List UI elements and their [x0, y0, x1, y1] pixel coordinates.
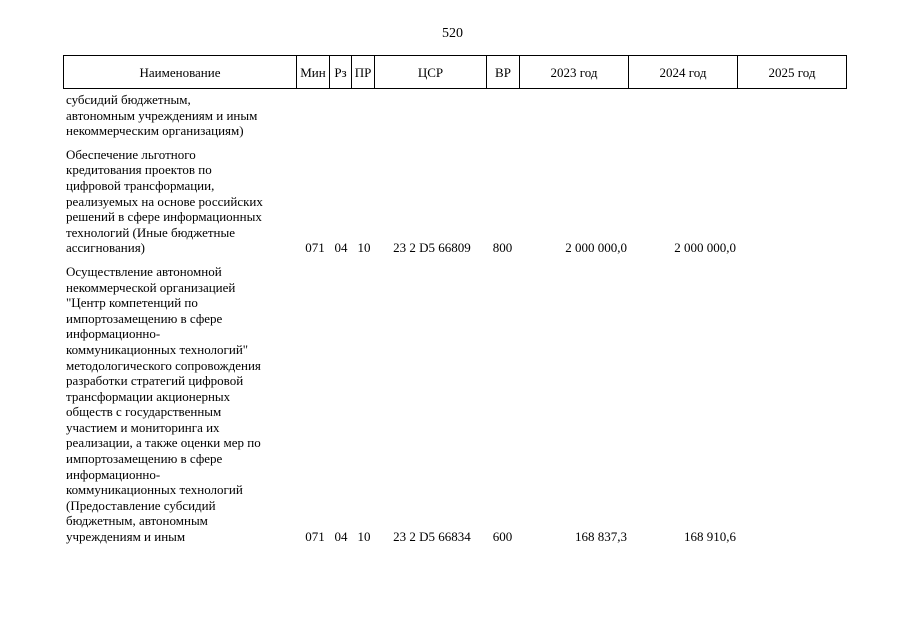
name-line: бюджетным, автономным	[66, 513, 208, 529]
name-line: некоммерческим организациям)	[66, 123, 244, 139]
header-rz: Рз	[330, 56, 352, 88]
table-row	[63, 264, 847, 545]
row-name	[63, 264, 293, 545]
name-line: коммуникационных технологий	[66, 482, 243, 498]
name-line: коммуникационных технологий"	[66, 341, 249, 357]
row-name	[63, 92, 293, 139]
name-line: некоммерческой организацией	[66, 279, 236, 295]
name-line: реализации, а также оценки мер по	[66, 435, 261, 451]
row-values	[63, 529, 847, 545]
header-vr: ВР	[487, 56, 520, 88]
table-row	[63, 147, 847, 256]
name-line: импортозамещению в сфере	[66, 310, 223, 326]
name-line: (Предоставление субсидий	[66, 497, 216, 513]
cell-rz: 04	[334, 529, 348, 545]
cell-2024: 168 910,6	[684, 529, 736, 545]
cell-csr: 23 2 D5 66809	[393, 240, 471, 256]
name-line: автономным учреждениям и иным	[66, 107, 258, 123]
cell-rz: 04	[334, 240, 348, 256]
name-line: решений в сфере информационных	[66, 209, 262, 225]
cell-pr: 10	[357, 240, 371, 256]
header-2024: 2024 год	[629, 56, 738, 88]
cell-2023: 2 000 000,0	[565, 240, 627, 256]
name-line: цифровой трансформации,	[66, 177, 215, 193]
header-name: Наименование	[64, 56, 297, 88]
name-line: учреждениям и иным	[66, 529, 186, 545]
name-line: импортозамещению в сфере	[66, 451, 223, 467]
name-line: "Центр компетенций по	[66, 295, 198, 311]
cell-min: 071	[305, 240, 325, 256]
name-line: кредитования проектов по	[66, 162, 212, 178]
header-2023: 2023 год	[520, 56, 629, 88]
name-line: обществ с государственным	[66, 404, 222, 420]
cell-2023: 168 837,3	[575, 529, 627, 545]
table-body	[63, 92, 847, 545]
cell-vr: 800	[492, 240, 513, 256]
cell-2024: 2 000 000,0	[674, 240, 736, 256]
name-line: информационно-	[66, 326, 161, 342]
name-line: информационно-	[66, 466, 161, 482]
name-line: участием и мониторинга их	[66, 419, 220, 435]
header-2025: 2025 год	[768, 65, 816, 80]
row-values	[63, 240, 847, 256]
table-header	[63, 55, 847, 89]
header-pr: ПР	[352, 56, 375, 88]
header-csr: ЦСР	[375, 56, 487, 88]
name-line: методологического сопровождения	[66, 357, 261, 373]
name-line: трансформации акционерных	[66, 388, 231, 404]
name-line: разработки стратегий цифровой	[66, 373, 244, 389]
name-line: Обеспечение льготного	[66, 146, 196, 162]
cell-min: 071	[305, 529, 325, 545]
cell-csr: 23 2 D5 66834	[393, 529, 471, 545]
header-min: Мин	[297, 56, 330, 88]
name-line: субсидий бюджетным,	[66, 92, 191, 107]
name-line: реализуемых на основе российских	[66, 193, 263, 209]
cell-pr: 10	[357, 529, 371, 545]
name-line: технологий (Иные бюджетные	[66, 224, 235, 240]
page-number: 520	[442, 26, 463, 41]
cell-vr: 600	[492, 529, 513, 545]
name-line: ассигнования)	[66, 240, 146, 256]
table-row	[63, 92, 847, 139]
name-line: Осуществление автономной	[66, 263, 222, 279]
